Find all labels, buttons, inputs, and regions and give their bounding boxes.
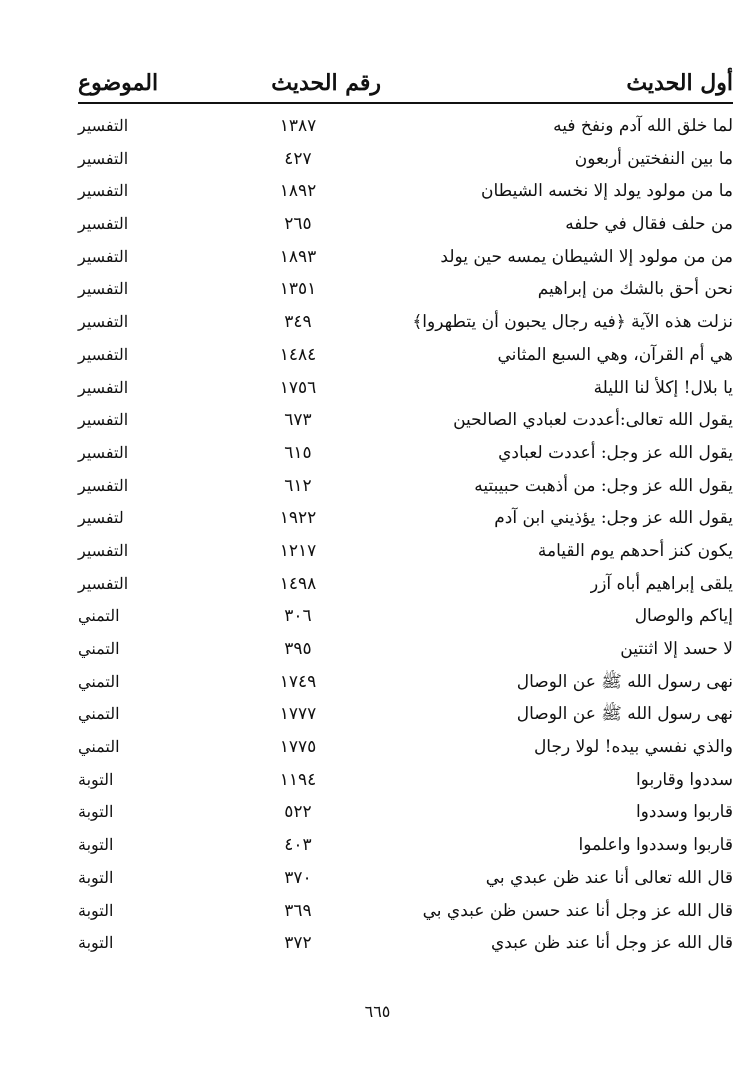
hadith-first-words: هي أم القرآن، وهي السبع المثاني (497, 344, 733, 365)
hadith-first-words: ما بين النفختين أربعون (574, 148, 733, 169)
table-row (78, 110, 733, 143)
table-row (78, 796, 733, 829)
hadith-number: ١٧٥٦ (279, 377, 317, 398)
hadith-topic: التفسير (78, 148, 129, 168)
table-row (78, 764, 733, 797)
hadith-topic: التفسير (78, 312, 129, 332)
hadith-topic: لتفسير (78, 508, 124, 528)
hadith-number: ٣٦٩ (284, 900, 312, 921)
hadith-first-words: نزلت هذه الآية ﴿فيه رجال يحبون أن يتطهروا﴾ (412, 312, 733, 333)
hadith-number: ١٩٢٢ (279, 508, 317, 529)
hadith-first-words: لما خلق الله آدم ونفخ فيه (553, 116, 733, 136)
hadith-first-words: سددوا وقاربوا (635, 769, 733, 790)
hadith-number: ١٧٤٩ (279, 671, 317, 692)
hadith-first-words: نهى رسول الله ﷺ عن الوصال (516, 671, 733, 692)
hadith-topic: التوبة (78, 867, 114, 887)
table-row (78, 698, 733, 731)
hadith-first-words: نهى رسول الله ﷺ عن الوصال (516, 704, 733, 725)
hadith-first-words: يقول الله عز وجل: أعددت لعبادي (498, 442, 733, 463)
table-row (78, 927, 733, 960)
hadith-first-words: من من مولود إلا الشيطان يمسه حين يولد (440, 246, 733, 267)
table-row (78, 241, 733, 274)
hadith-first-words: والذي نفسي بيده! لولا رجال (533, 737, 733, 758)
table-row (78, 731, 733, 764)
hadith-first-words: يقول الله عز وجل: من أذهبت حبيبتيه (474, 475, 733, 496)
hadith-topic: التمني (78, 671, 120, 691)
header-first-words: أول الحديث (626, 70, 733, 96)
hadith-topic: التفسير (78, 181, 129, 201)
page-number: ٦٦٥ (364, 1002, 391, 1021)
hadith-number: ٦١٥ (284, 442, 312, 463)
hadith-topic: التمني (78, 606, 120, 626)
hadith-topic: التفسير (78, 475, 129, 495)
hadith-topic: التفسير (78, 279, 129, 299)
hadith-number: ٤٢٧ (284, 148, 312, 169)
hadith-first-words: قال الله عز وجل أنا عند حسن ظن عبدي بي (422, 900, 733, 921)
hadith-number: ٢٦٥ (284, 214, 312, 235)
hadith-number: ١٣٨٧ (279, 116, 317, 136)
table-row (78, 568, 733, 601)
hadith-topic: التفسير (78, 214, 129, 234)
table-row (78, 143, 733, 176)
table-row (78, 306, 733, 339)
hadith-number: ٦٧٣ (284, 410, 312, 431)
hadith-number: ٣٤٩ (284, 312, 312, 333)
hadith-topic: التمني (78, 639, 120, 658)
hadith-topic: التمني (78, 704, 120, 724)
hadith-first-words: نحن أحق بالشك من إبراهيم (537, 279, 733, 300)
hadith-number: ١٧٧٥ (279, 737, 317, 758)
hadith-number: ١١٩٤ (279, 769, 317, 790)
hadith-first-words: قال الله عز وجل أنا عند ظن عبدي (490, 933, 733, 954)
hadith-first-words: إياكم والوصال (634, 606, 733, 627)
hadith-topic: التفسير (78, 116, 129, 135)
table-row (78, 666, 733, 699)
hadith-topic: التفسير (78, 540, 129, 560)
hadith-topic: التوبة (78, 900, 114, 920)
table-row (78, 175, 733, 208)
hadith-topic: التفسير (78, 442, 129, 462)
hadith-first-words: ما من مولود يولد إلا نخسه الشيطان (480, 181, 733, 202)
table-row (78, 470, 733, 503)
hadith-number: ١٤٨٤ (279, 344, 317, 365)
table-row (78, 862, 733, 895)
hadith-number: ١٤٩٨ (279, 573, 317, 594)
hadith-number: ١٧٧٧ (279, 704, 317, 725)
hadith-topic: التوبة (78, 933, 114, 953)
header-topic: الموضوع (78, 70, 159, 96)
table-row (78, 208, 733, 241)
index-table-body (78, 110, 733, 960)
hadith-first-words: لا حسد إلا اثنتين (620, 639, 733, 659)
hadith-topic: التفسير (78, 377, 129, 397)
hadith-number: ٣٩٥ (284, 639, 312, 659)
hadith-topic: التوبة (78, 835, 114, 855)
hadith-topic: التفسير (78, 573, 129, 593)
hadith-first-words: يكون كنز أحدهم يوم القيامة (537, 540, 733, 561)
hadith-number: ١٨٩٢ (279, 181, 317, 202)
hadith-number: ١٢١٧ (279, 540, 317, 561)
hadith-first-words: يا بلال! إكلأ لنا الليلة (593, 377, 733, 398)
hadith-first-words: من حلف فقال في حلفه (565, 214, 733, 235)
header-rule (78, 102, 733, 104)
table-row (78, 372, 733, 405)
table-row (78, 829, 733, 862)
hadith-topic: التوبة (78, 769, 114, 789)
table-row (78, 600, 733, 633)
table-header (78, 64, 733, 104)
table-row (78, 535, 733, 568)
hadith-first-words: يقول الله تعالى:أعددت لعبادي الصالحين (453, 410, 733, 431)
hadith-number: ٣٧٢ (284, 933, 312, 954)
hadith-topic: التوبة (78, 802, 114, 822)
table-row (78, 273, 733, 306)
hadith-number: ٣٧٠ (284, 867, 312, 888)
hadith-first-words: قاربوا وسددوا واعلموا (578, 835, 733, 856)
hadith-number: ٤٠٣ (284, 835, 312, 856)
table-row (78, 633, 733, 666)
table-row (78, 339, 733, 372)
hadith-number: ١٨٩٣ (279, 246, 317, 267)
hadith-first-words: قال الله تعالى أنا عند ظن عبدي بي (485, 867, 733, 888)
table-row (78, 895, 733, 928)
table-row (78, 404, 733, 437)
hadith-number: ١٣٥١ (279, 279, 317, 300)
hadith-topic: التفسير (78, 246, 129, 266)
hadith-number: ٥٢٢ (284, 802, 312, 823)
hadith-first-words: قاربوا وسددوا (635, 802, 733, 823)
hadith-first-words: يلقى إبراهيم أباه آزر (590, 573, 733, 594)
hadith-topic: التفسير (78, 344, 129, 364)
hadith-topic: التمني (78, 737, 120, 757)
hadith-number: ٦١٢ (284, 475, 312, 496)
table-row (78, 502, 733, 535)
table-row (78, 437, 733, 470)
hadith-topic: التفسير (78, 410, 129, 430)
hadith-first-words: يقول الله عز وجل: يؤذيني ابن آدم (494, 508, 733, 529)
header-hadith-number: رقم الحديث (271, 70, 381, 96)
hadith-number: ٣٠٦ (284, 606, 312, 627)
